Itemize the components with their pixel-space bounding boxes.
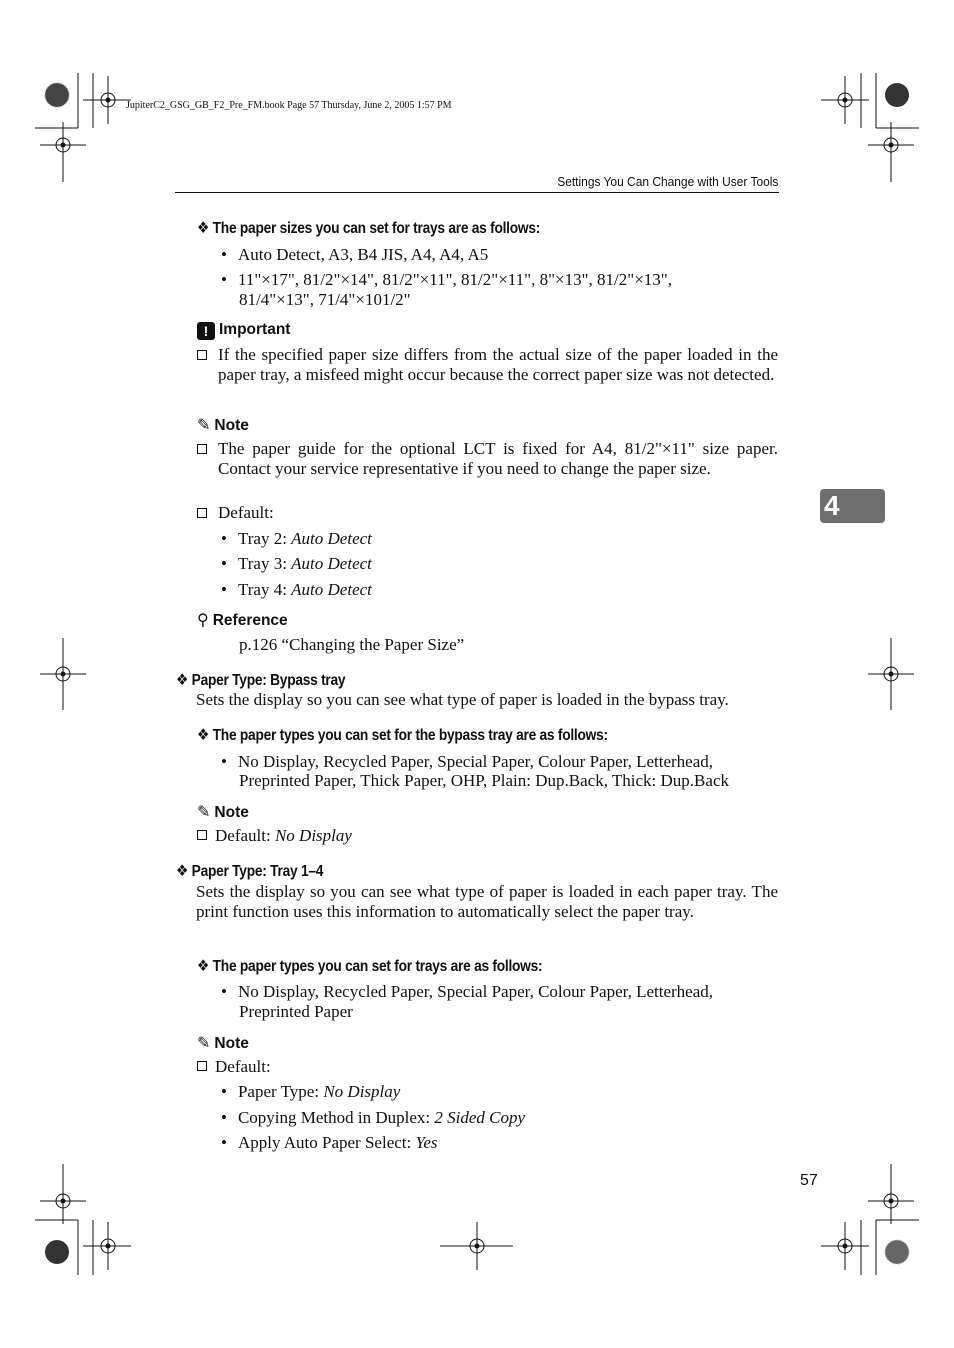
checkbox-icon: [197, 508, 207, 518]
list-item: • Tray 3: Auto Detect: [221, 554, 372, 573]
pencil-icon: ✎: [197, 1035, 211, 1052]
list-item: • Apply Auto Paper Select: Yes: [221, 1133, 438, 1152]
list-item: • 11"×17", 81/2"×14", 81/2"×11", 81/2"×11", 8"×13", 81/2"×13",: [221, 270, 673, 289]
header-rule: [175, 192, 779, 193]
note-label: Note: [214, 1035, 249, 1052]
list-item-continuation: Preprinted Paper: [239, 1002, 353, 1021]
pencil-icon: ✎: [197, 417, 211, 434]
note-text: Default:: [197, 1057, 271, 1077]
important-block: [197, 321, 290, 340]
section-description: Sets the display so you can see what type of paper is loaded in each paper tray. The print function uses this information to automatically select the paper tray.: [196, 882, 778, 921]
checkbox-icon: [197, 350, 207, 360]
note-block: [197, 415, 249, 435]
reference-block: [197, 610, 288, 630]
chapter-tab: [820, 489, 885, 523]
chapter-number: 4: [824, 490, 840, 521]
reference-link[interactable]: p.126 “Changing the Paper Size”: [239, 635, 465, 654]
list-item-continuation: 81/4"×13", 71/4"×101/2": [239, 290, 411, 309]
note-text: The paper guide for the optional LCT is fixed for A4, 81/2"×11" size paper. Contact your service representative if you need to change the paper size.: [197, 439, 778, 478]
checkbox-icon: [197, 1061, 207, 1071]
note-text: Default:: [197, 503, 778, 523]
subsection-heading-bypass-types: ❖ The paper types you can set for the bypass tray are as follows:: [197, 727, 608, 744]
running-title: Settings You Can Change with User Tools: [556, 174, 778, 189]
important-text: If the specified paper size differs from the actual size of the paper loaded in the paper tray, a misfeed might occur because the correct paper size was not detected.: [197, 345, 778, 384]
note-text: Default: No Display: [197, 826, 352, 846]
section-heading-tray: ❖ Paper Type: Tray 1–4: [176, 863, 324, 880]
diamond-bullet-icon: ❖: [176, 672, 189, 689]
diamond-bullet-icon: ❖: [197, 220, 210, 237]
reference-label: Reference: [212, 612, 288, 629]
section-description: Sets the display so you can see what type of paper is loaded in the bypass tray.: [196, 690, 729, 709]
section-heading-bypass: ❖ Paper Type: Bypass tray: [176, 672, 346, 689]
checkbox-icon: [197, 444, 207, 454]
note-label: Note: [214, 804, 249, 821]
page-number: 57: [800, 1172, 818, 1189]
pencil-icon: ✎: [197, 804, 211, 821]
file-info: JupiterC2_GSG_GB_F2_Pre_FM.book Page 57 Thursday, June 2, 2005 1:57 PM: [126, 100, 452, 111]
list-item: • No Display, Recycled Paper, Special Paper, Colour Paper, Letterhead,: [221, 752, 714, 771]
list-item: • Copying Method in Duplex: 2 Sided Copy: [221, 1108, 526, 1127]
checkbox-icon: [197, 830, 207, 840]
important-icon: !: [197, 322, 215, 340]
list-item: • No Display, Recycled Paper, Special Paper, Colour Paper, Letterhead,: [221, 982, 714, 1001]
list-item-continuation: Preprinted Paper, Thick Paper, OHP, Plain: Dup.Back, Thick: Dup.Back: [239, 771, 729, 790]
important-label: Important: [219, 321, 291, 338]
note-label: Note: [214, 417, 249, 434]
list-item: • Tray 2: Auto Detect: [221, 529, 372, 548]
magnifier-icon: ⚲: [197, 612, 209, 629]
note-block: [197, 802, 249, 822]
diamond-bullet-icon: ❖: [176, 863, 189, 880]
diamond-bullet-icon: ❖: [197, 958, 210, 975]
note-block: [197, 1033, 249, 1053]
subsection-heading-tray-types: ❖ The paper types you can set for trays are as follows:: [197, 958, 543, 975]
section-heading-paper-sizes: ❖ The paper sizes you can set for trays are as follows:: [197, 220, 541, 237]
list-item: • Auto Detect, A3, B4 JIS, A4, A4, A5: [221, 245, 489, 264]
list-item: • Paper Type: No Display: [221, 1082, 401, 1101]
diamond-bullet-icon: ❖: [197, 727, 210, 744]
list-item: • Tray 4: Auto Detect: [221, 580, 372, 599]
